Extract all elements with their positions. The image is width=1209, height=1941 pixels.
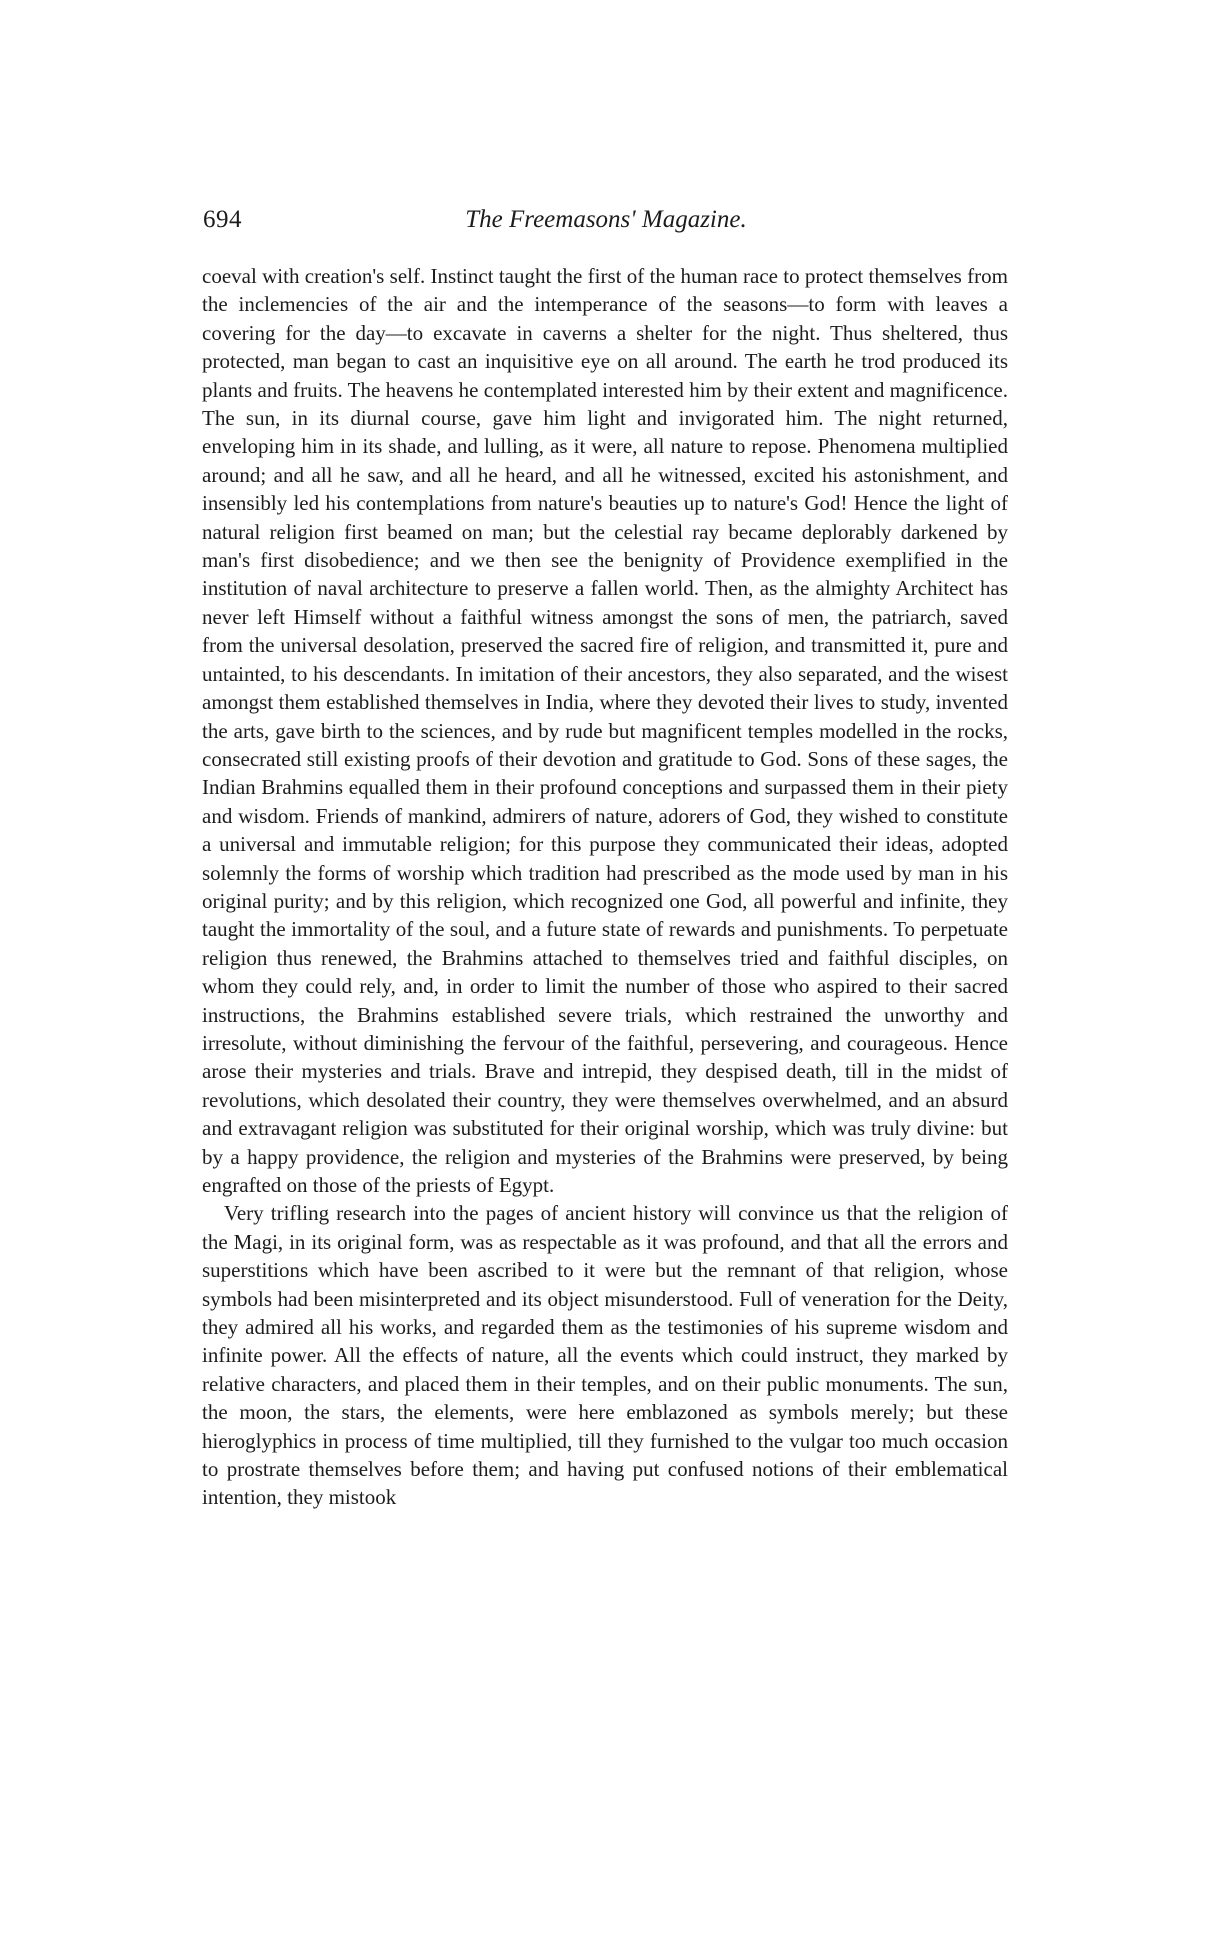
paragraph-continued: coeval with creation's self. Instinct taught the first of the human race to protect themselves from the inclemencies of the air and the intemperance of the seasons—to form with leaves a covering for the day—to excavate in caverns a shelter for the night. Thus sheltered, thus protected, man began to cast an inquisitive eye on all around. The earth he trod produced its plants and fruits. The heavens he contemplated interested him by their extent and magnificence. The sun, in its diurnal course, gave him light and invigorated him. The night returned, enveloping him in its shade, and lulling, as it were, all nature to repose. Phenomena multiplied around; and all he saw, and all he heard, and all he witnessed, excited his astonishment, and insensibly led his contemplations from nature's beauties up to nature's God! Hence the light of natural religion first beamed on man; but the celestial ray became deplorably darkened by man's first disobedience; and we then see the benignity of Providence exemplified in the institution of naval architecture to preserve a fallen world. Then, as the almighty Architect has never left Himself without a faithful witness amongst the sons of men, the patriarch, saved from the universal desolation, preserved the sacred fire of religion, and transmitted it, pure and untainted, to his descendants. In imitation of their ancestors, they also separated, and the wisest amongst them established themselves in India, where they devoted their lives to study, invented the arts, gave birth to the sciences, and by rude but magnificent temples modelled in the rocks, consecrated still existing proofs of their devotion and gratitude to God. Sons of these sages, the Indian Brahmins equalled them in their profound conceptions and surpassed them in their piety and wisdom. Friends of mankind, admirers of nature, adorers of God, they wished to constitute a universal and immutable religion; for this purpose they communicated their ideas, adopted solemnly the forms of worship which tradition had prescribed as the mode used by man in his original purity; and by this religion, which recognized one God, all powerful and infinite, they taught the immortality of the soul, and a future state of rewards and punishments. To perpetuate religion thus renewed, the Brahmins attached to themselves tried and faithful disciples, on whom they could rely, and, in order to limit the number of those who aspired to their sacred instructions, the Brahmins established severe trials, which restrained the unworthy and irresolute, without diminishing the fervour of the faithful, persevering, and courageous. Hence arose their mysteries and trials. Brave and intrepid, they despised death, till in the midst of revolutions, which desolated their country, they were themselves overwhelmed, and an absurd and extravagant religion was substituted for their original worship, which was truly divine: but by a happy providence, the religion and mysteries of the Brahmins were preserved, by being engrafted on those of the priests of Egypt. bbox=[202, 264, 1008, 1197]
journal-title: The Freemasons' Magazine. bbox=[465, 206, 747, 233]
article-body bbox=[202, 262, 1008, 1512]
running-head bbox=[203, 206, 1009, 240]
page-number: 694 bbox=[203, 206, 242, 233]
paragraph: Very trifling research into the pages of ancient history will convince us that the religion of the Magi, in its original form, was as respectable as it was profound, and that all the errors and superstitions which have been ascribed to it were but the remnant of that religion, whose symbols had been misinterpreted and its object misunderstood. Full of veneration for the Deity, they admired all his works, and regarded them as the testimonies of his supreme wisdom and infinite power. All the effects of nature, all the events which could instruct, they marked by relative characters, and placed them in their temples, and on their public monuments. The sun, the moon, the stars, the elements, were here emblazoned as symbols merely; but these hieroglyphics in process of time multiplied, till they furnished to the vulgar too much occasion to prostrate themselves before them; and having put confused notions of their emblematical intention, they mistook bbox=[202, 1201, 1008, 1510]
